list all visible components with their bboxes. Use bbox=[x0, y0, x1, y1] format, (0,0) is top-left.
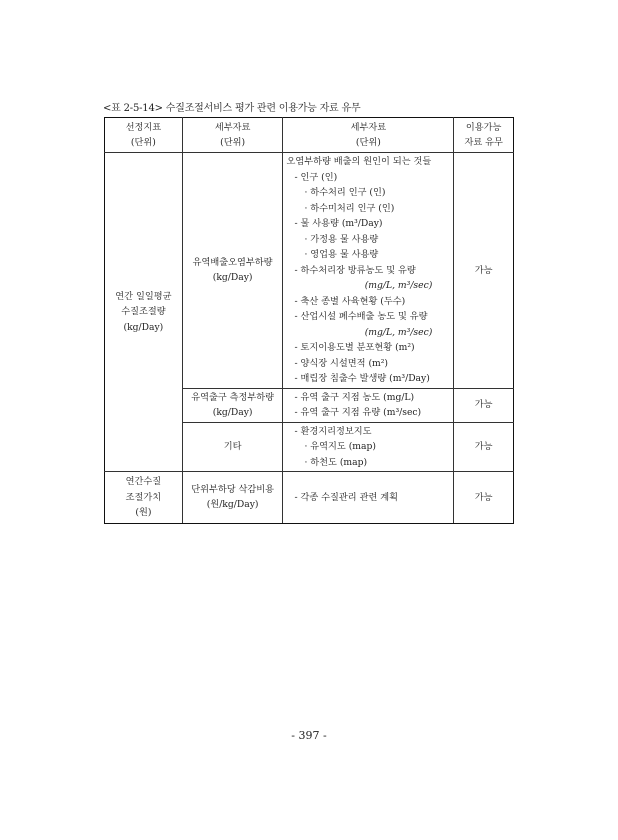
sub-data-other: 기타 bbox=[182, 422, 283, 472]
availability-3: 가능 bbox=[454, 422, 514, 472]
detail-list-outlet: - 유역 출구 지점 농도 (mg/L) - 유역 출구 지점 유량 (m³/sec) bbox=[283, 388, 454, 422]
header-indicator: 선정지표 (단위) bbox=[105, 118, 183, 153]
indicator-annual-water-quality-regulation: 연간 일일평균 수질조절량 (kg/Day) bbox=[105, 153, 183, 472]
detail-list-pollution-sources: 오염부하량 배출의 원인이 되는 것들 - 인구 (인) · 하수처리 인구 (인) · 하수미처리 인구 (인) - 물 사용량 (m³/Day) · 가정용 물 사용량 · 영업용 물 사용량 - 하수처리장 방류농도 및 유량 (mg/L, m³/sec) - 축산 종별 사육현황 (두수) - 산업시설 폐수배출 농도 및 유량 (mg/L, m³/sec) - 토지이용도별 분포현황 (m²) - 양식장 시설면적 (m²) - 매립장 침출수 발생량 (m³/Day) bbox=[283, 153, 454, 389]
header-detail-data: 세부자료 (단위) bbox=[283, 118, 454, 153]
sub-data-outlet-measured-load: 유역출구 측정부하량 (kg/Day) bbox=[182, 388, 283, 422]
table-row bbox=[105, 472, 514, 524]
sub-data-basin-discharge-load: 유역배출오염부하량 (kg/Day) bbox=[182, 153, 283, 389]
availability-1: 가능 bbox=[454, 153, 514, 389]
header-row bbox=[105, 118, 514, 153]
header-availability: 이용가능 자료 유무 bbox=[454, 118, 514, 153]
sub-data-reduction-cost: 단위부하당 삭감비용 (원/kg/Day) bbox=[182, 472, 283, 524]
data-availability-table bbox=[104, 117, 514, 524]
table-row bbox=[105, 153, 514, 389]
detail-list-gis: - 환경지리정보지도 · 유역지도 (map) · 하천도 (map) bbox=[283, 422, 454, 472]
table-caption: <표 2-5-14> 수질조절서비스 평가 관련 이용가능 자료 유무 bbox=[103, 103, 361, 114]
detail-management-plans: - 각종 수질관리 관련 계획 bbox=[283, 472, 454, 524]
page-number: - 397 - bbox=[291, 729, 327, 742]
header-sub-data: 세부자료 (단위) bbox=[182, 118, 283, 153]
availability-4: 가능 bbox=[454, 472, 514, 524]
indicator-annual-water-quality-value: 연간수질 조절가치 (원) bbox=[105, 472, 183, 524]
availability-2: 가능 bbox=[454, 388, 514, 422]
